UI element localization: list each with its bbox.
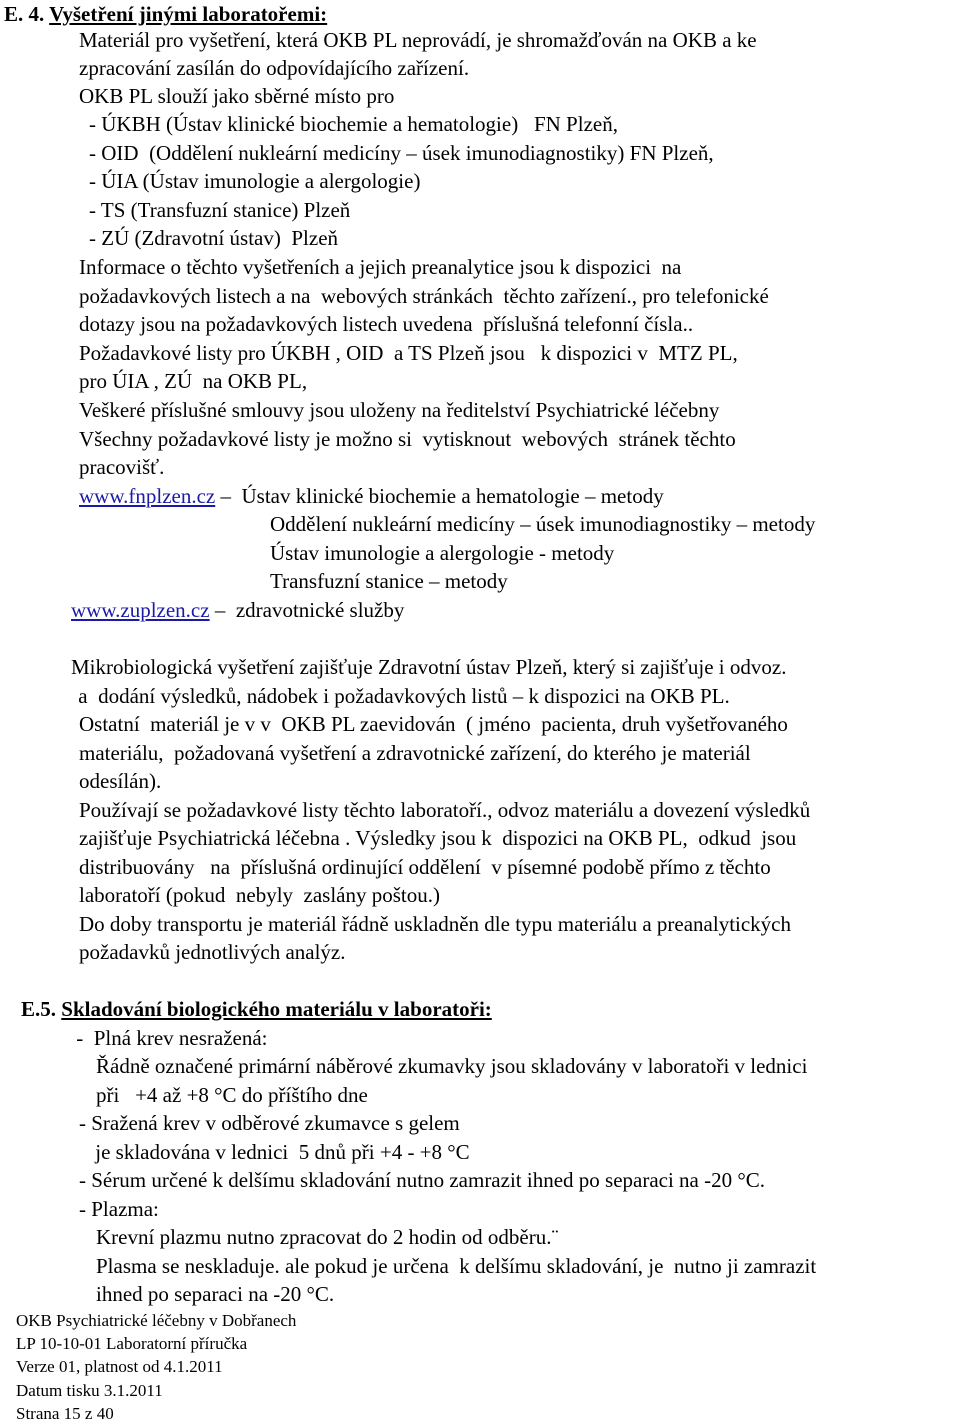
micro-line6: Používají se požadavkové listy těchto laboratoří., odvoz materiálu a dovezení výsledků <box>79 798 811 822</box>
micro-line7: zajišťuje Psychiatrická léčebna . Výsledky jsou k dispozici na OKB PL, odkud jsou <box>79 826 797 850</box>
micro-line9: laboratoří (pokud nebyly zaslány poštou.) <box>79 883 440 907</box>
section5-title: Skladování biologického materiálu v laboratoři: <box>61 997 492 1021</box>
place-uia: - ÚIA (Ústav imunologie a alergologie) <box>89 169 421 193</box>
place-oid: - OID (Oddělení nukleární medicíny – úsek imunodiagnostiky) FN Plzeň, <box>89 141 714 165</box>
zuplzen-link[interactable]: www.zuplzen.cz <box>71 598 210 622</box>
fn-item-ts: Transfuzní stanice – metody <box>270 569 508 593</box>
micro-line8: distribuovány na příslušná ordinující oddělení v písemné podobě přímo z těchto <box>79 855 771 879</box>
place-ts: - TS (Transfuzní stanice) Plzeň <box>89 198 351 222</box>
collect-intro: OKB PL slouží jako sběrné místo pro <box>79 84 395 108</box>
section4-heading <box>4 0 327 28</box>
storage-item-serum: - Sérum určené k delšímu skladování nutno zamrazit ihned po separaci na -20 °C. <box>79 1168 766 1192</box>
micro-line1: Mikrobiologická vyšetření zajišťuje Zdravotní ústav Plzeň, který si zajišťuje i odvoz. <box>71 655 787 679</box>
zu-link-row <box>71 596 404 624</box>
footer-line-document: LP 10-10-01 Laboratorní příručka <box>16 1334 248 1353</box>
fn-item-uia: Ústav imunologie a alergologie - metody <box>270 541 615 565</box>
storage-whole-blood-line1: Řádně označené primární náběrové zkumavky jsou skladovány v laboratoři v lednici <box>96 1054 808 1078</box>
footer-line-institution: OKB Psychiatrické léčebny v Dobřanech <box>16 1311 297 1330</box>
print-line1: Všechny požadavkové listy je možno si vytisknout webových stránek těchto <box>79 427 736 451</box>
micro-line5: odesílán). <box>79 769 162 793</box>
storage-plasma-line3: ihned po separaci na -20 °C. <box>96 1282 335 1306</box>
forms-line1: Požadavkové listy pro ÚKBH , OID a TS Plzeň jsou k dispozici v MTZ PL, <box>79 341 738 365</box>
section5-number: E.5. <box>21 997 57 1021</box>
contracts-line: Veškeré příslušné smlouvy jsou uloženy na ředitelství Psychiatrické léčebny <box>79 398 720 422</box>
print-line2: pracovišť. <box>79 455 165 479</box>
zu-text: – zdravotnické služby <box>209 598 405 622</box>
storage-plasma-line2: Plasma se neskladuje. ale pokud je určena k delšímu skladování, je nutno ji zamrazit <box>96 1254 817 1278</box>
fnplzen-link[interactable]: www.fnplzen.cz <box>79 484 216 508</box>
micro-line10: Do doby transportu je materiál řádně uskladněn dle typu materiálu a preanalytických <box>79 912 792 936</box>
storage-item-whole-blood: - Plná krev nesražená: <box>71 1026 268 1050</box>
micro-line11: požadavků jednotlivých analýz. <box>79 940 346 964</box>
forms-line2: pro ÚIA , ZÚ na OKB PL, <box>79 369 308 393</box>
info-line3: dotazy jsou na požadavkových listech uvedena příslušná telefonní čísla.. <box>79 312 694 336</box>
fn-item-ukbh: – Ústav klinické biochemie a hematologie – metody <box>220 484 664 508</box>
micro-line2: a dodání výsledků, nádobek i požadavkových listů – k dispozici na OKB PL. <box>73 684 730 708</box>
fn-item-oid: Oddělení nukleární medicíny – úsek imunodiagnostiky – metody <box>270 512 816 536</box>
micro-line3: Ostatní materiál je v v OKB PL zaevidován ( jméno pacienta, druh vyšetřovaného <box>79 712 788 736</box>
footer-line-print-date: Datum tisku 3.1.2011 <box>16 1381 163 1400</box>
footer-line-page: Strana 15 z 40 <box>16 1404 114 1423</box>
section4-number: E. 4. <box>4 2 45 26</box>
storage-clotted-blood-line: je skladována v lednici 5 dnů při +4 - +8 °C <box>90 1140 470 1164</box>
fn-link-row <box>79 482 664 510</box>
section4-intro-line1: Materiál pro vyšetření, která OKB PL neprovádí, je shromažďován na OKB a ke <box>79 28 757 52</box>
section4-title: Vyšetření jinými laboratořemi: <box>49 2 328 26</box>
micro-line4: materiálu, požadovaná vyšetření a zdravotnické zařízení, do kterého je materiál <box>79 741 751 765</box>
storage-whole-blood-line2: při +4 až +8 °C do příštího dne <box>96 1083 368 1107</box>
storage-plasma-line1: Krevní plazmu nutno zpracovat do 2 hodin od odběru.¨ <box>96 1225 559 1249</box>
place-zu: - ZÚ (Zdravotní ústav) Plzeň <box>89 226 339 250</box>
info-line1: Informace o těchto vyšetřeních a jejich preanalytice jsou k dispozici na <box>79 255 682 279</box>
section5-heading <box>21 995 492 1023</box>
storage-item-clotted-blood: - Sražená krev v odběrové zkumavce s gelem <box>79 1111 460 1135</box>
place-ukbh: - ÚKBH (Ústav klinické biochemie a hematologie) FN Plzeň, <box>89 112 618 136</box>
section4-intro-line2: zpracování zasílán do odpovídajícího zařízení. <box>79 56 470 80</box>
info-line2: požadavkových listech a na webových stránkách těchto zařízení., pro telefonické <box>79 284 769 308</box>
storage-item-plasma: - Plazma: <box>79 1197 159 1221</box>
footer-line-version: Verze 01, platnost od 4.1.2011 <box>16 1357 223 1376</box>
